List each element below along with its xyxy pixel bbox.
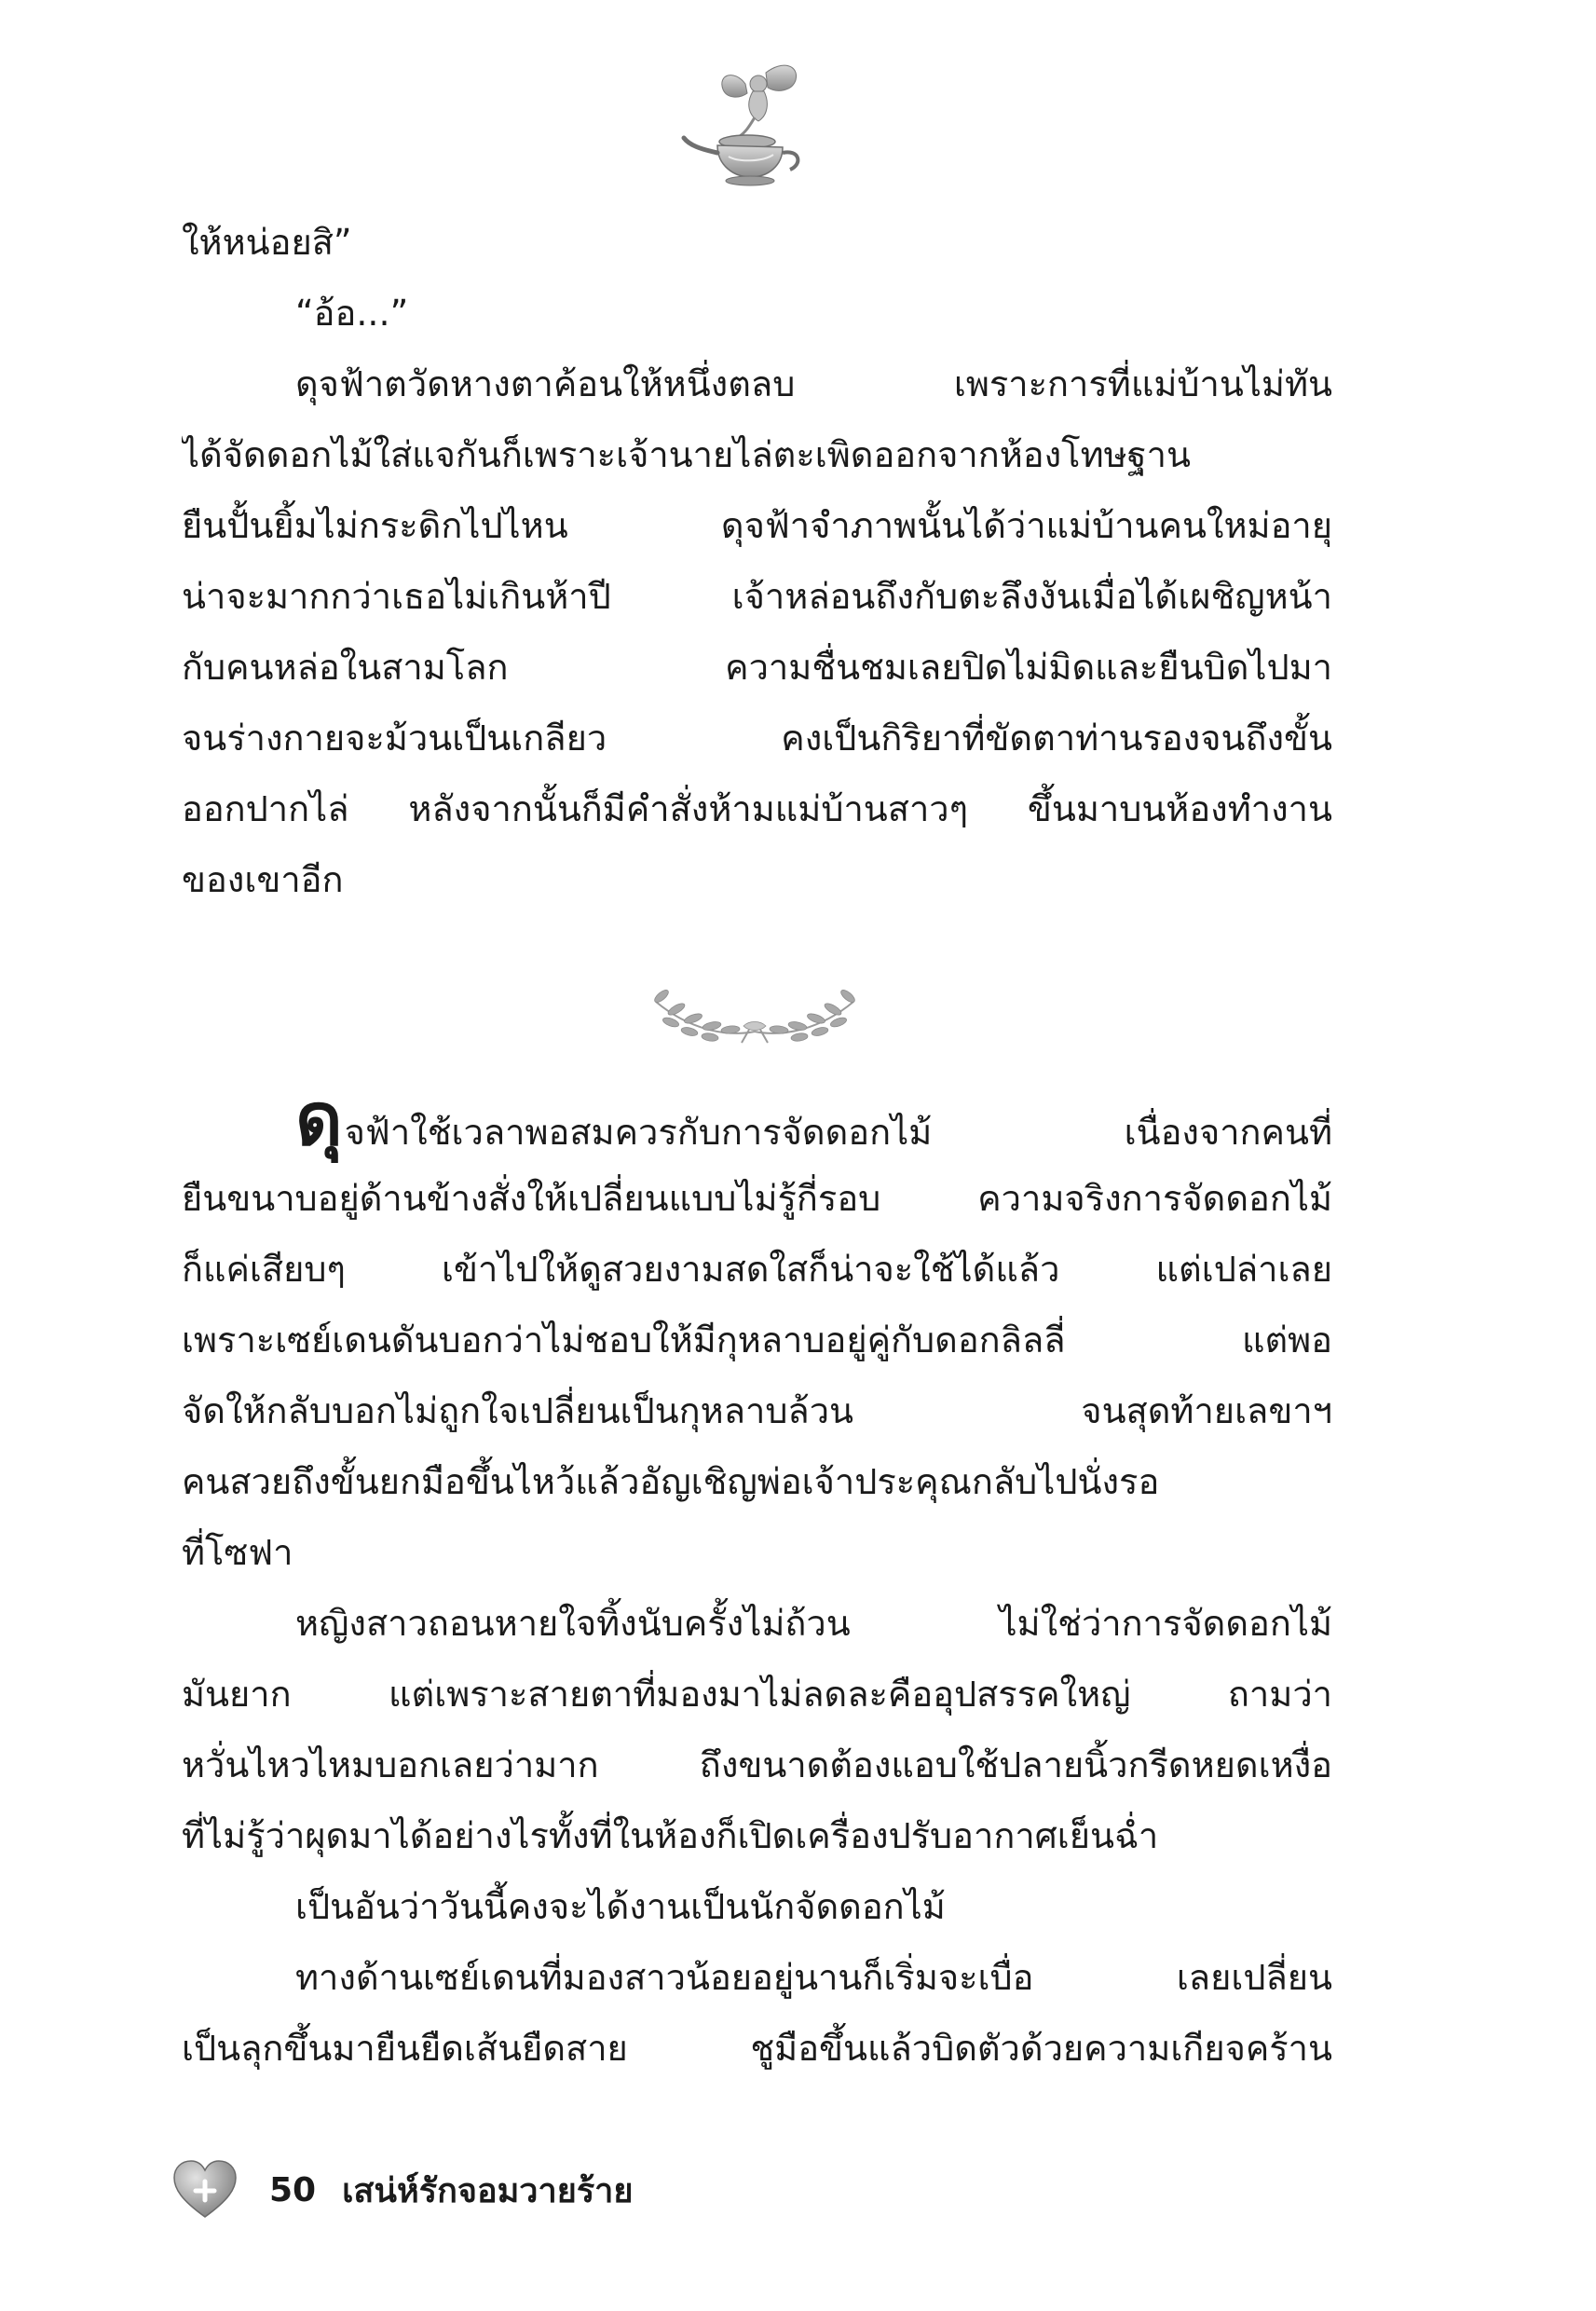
- text-line: เป็นอันว่าวันนี้คงจะได้งานเป็นนักจัดดอกไม้: [295, 1886, 946, 1927]
- text-line: ให้หน่อยสิ”: [182, 222, 352, 263]
- text-line: กับคนหล่อในสามโลก ความชื่นชมเลยปิดไม่มิดและยืนบิดไปมา: [182, 647, 1332, 688]
- cupid-teapot-ornament-icon: [680, 56, 820, 196]
- text-line: จัดให้กลับบอกไม่ถูกใจเปลี่ยนเป็นกุหลาบล้วน จนสุดท้ายเลขาฯ: [182, 1390, 1332, 1431]
- text-line: เป็นลุกขึ้นมายืนยืดเส้นยืดสาย ชูมือขึ้นแล้วบิดตัวด้วยความเกียจคร้าน: [182, 2028, 1332, 2069]
- first-line-text: จฟ้าใช้เวลาพอสมควรกับการจัดดอกไม้ เนื่องจากคนที่: [344, 1112, 1332, 1153]
- text-line: น่าจะมากกว่าเธอไม่เกินห้าปี เจ้าหล่อนถึงกับตะลึงงันเมื่อได้เผชิญหน้า: [182, 576, 1332, 617]
- text-line: หญิงสาวถอนหายใจทิ้งนับครั้งไม่ถ้วน ไม่ใช่ว่าการจัดดอกไม้: [295, 1603, 1332, 1644]
- text-line: ก็แค่เสียบๆ เข้าไปให้ดูสวยงามสดใสก็น่าจะใช้ได้แล้ว แต่เปล่าเลย: [182, 1249, 1332, 1290]
- book-title: เสน่ห์รักจอมวายร้าย: [342, 2171, 634, 2210]
- text-line: ยืนปั้นยิ้มไม่กระดิกไปไหน ดุจฟ้าจำภาพนั้นได้ว่าแม่บ้านคนใหม่อายุ: [182, 505, 1332, 546]
- page-number: 50: [269, 2170, 317, 2209]
- text-line: หวั่นไหวไหมบอกเลยว่ามาก ถึงขนาดต้องแอบใช้ปลายนิ้วกรีดหยดเหงื่อ: [182, 1744, 1332, 1785]
- paragraph-block-bottom: [182, 1092, 1332, 2084]
- text-line: ดุจฟ้าตวัดหางตาค้อนให้หนึ่งตลบ เพราะการที่แม่บ้านไม่ทัน: [295, 363, 1332, 404]
- text-line: ที่ไม่รู้ว่าผุดมาได้อย่างไรทั้งที่ในห้องก็เปิดเครื่องปรับอากาศเย็นฉ่ำ: [182, 1815, 1159, 1856]
- text-line: คนสวยถึงขั้นยกมือขึ้นไหว้แล้วอัญเชิญพ่อเจ้าประคุณกลับไปนั่งรอ: [182, 1461, 1160, 1502]
- text-line: เพราะเซย์เดนดันบอกว่าไม่ชอบให้มีกุหลาบอยู่คู่กับดอกลิลลี่ แต่พอ: [182, 1320, 1332, 1361]
- text-line: ออกปากไล่ หลังจากนั้นก็มีคำสั่งห้ามแม่บ้านสาวๆ ขึ้นมาบนห้องทำงาน: [182, 788, 1332, 829]
- text-line: จนร่างกายจะม้วนเป็นเกลียว คงเป็นกิริยาที่ขัดตาท่านรองจนถึงขั้น: [182, 718, 1332, 759]
- paragraph-block-top: [182, 207, 1332, 915]
- text-line: ของเขาอีก: [182, 859, 344, 900]
- text-line: ทางด้านเซย์เดนที่มองสาวน้อยอยู่นานก็เริ่มจะเบื่อ เลยเปลี่ยน: [295, 1957, 1332, 1998]
- page-footer: [172, 2157, 633, 2222]
- text-line: “อ้อ...”: [295, 293, 409, 334]
- text-line: มันยาก แต่เพราะสายตาที่มองมาไม่ลดละคืออุปสรรคใหญ่ ถามว่า: [182, 1674, 1332, 1715]
- text-line: ได้จัดดอกไม้ใส่แจกันก็เพราะเจ้านายไล่ตะเพิดออกจากห้องโทษฐาน: [182, 434, 1191, 475]
- first-line: [182, 1092, 1332, 1163]
- text-line: ยืนขนาบอยู่ด้านข้างสั่งให้เปลี่ยนแบบไม่รู้กี่รอบ ความจริงการจัดดอกไม้: [182, 1178, 1332, 1219]
- drop-cap: ดุ: [295, 1092, 343, 1162]
- text-line: ที่โซฟา: [182, 1532, 293, 1573]
- heart-plus-icon: [172, 2159, 238, 2221]
- laurel-divider-icon: [634, 974, 876, 1053]
